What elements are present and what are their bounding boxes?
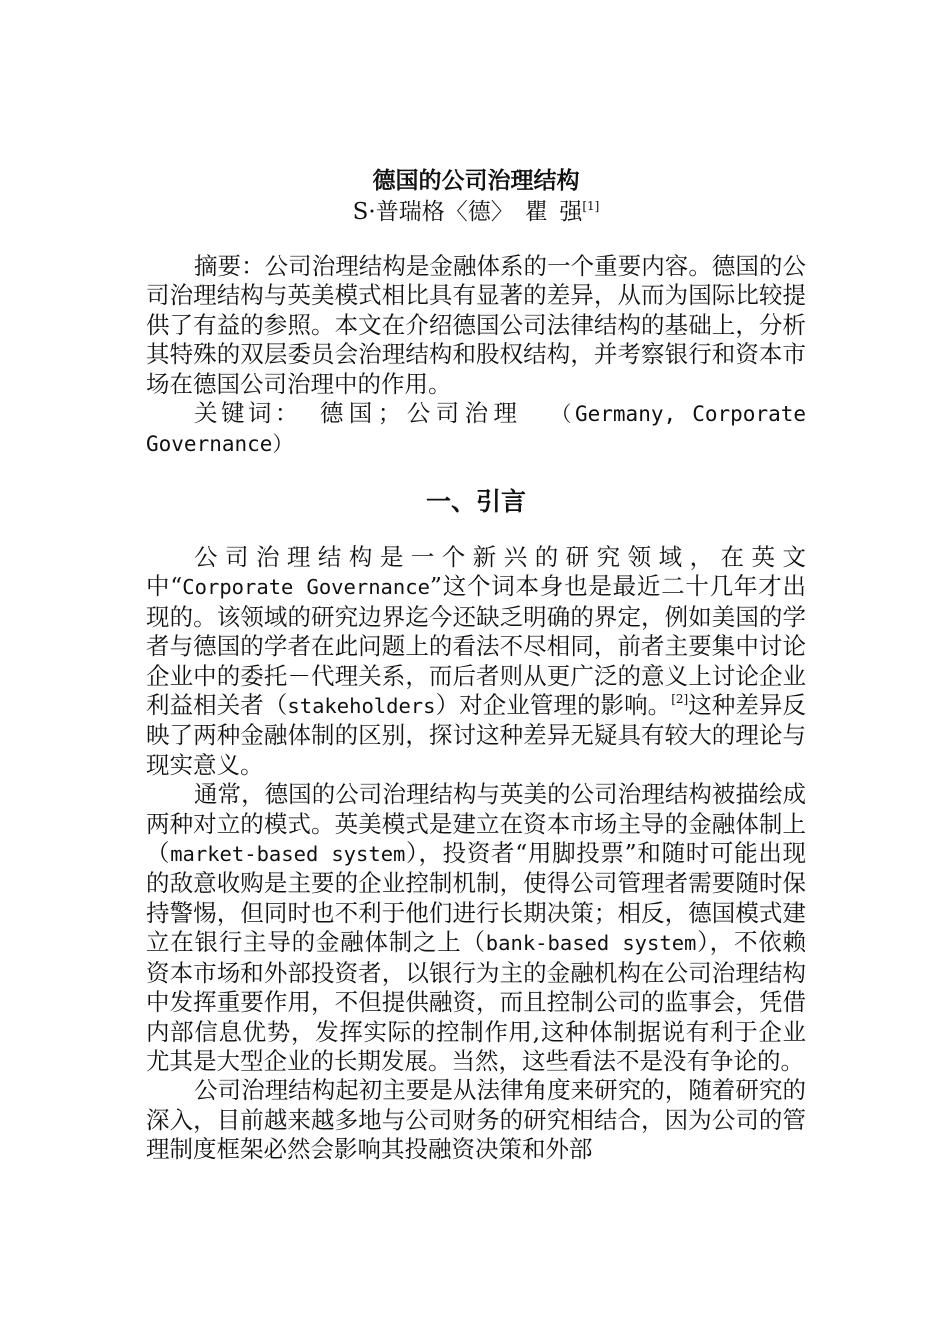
section-heading: 一、引言 (425, 487, 526, 516)
keywords-english: （Germany, Corporate Governance） (146, 402, 807, 457)
p1-english-term-2: stakeholders (287, 694, 436, 719)
p1-text-a: 公司治理结构是一个新兴的研究领域，在英文中“ (146, 543, 806, 601)
p1-english-term-1: Corporate Governance (182, 575, 430, 600)
paper-title: 德国的公司治理结构 (372, 167, 580, 194)
p2-text-b: ），投资者“用脚投票”和随时可能出现的敌意收购是主要的企业控制机制，使得公司管理者需要随时保持警惕，但同时也不利于他们进行长期决策；相反，德国模式建立在银行主导的金融体制之上（ (146, 839, 806, 957)
paragraph-2 (146, 780, 806, 1076)
p2-english-term-2: bank-based system (485, 931, 697, 956)
p1-footnote-ref: [2] (671, 692, 689, 707)
keywords-value: 德国；公司治理 (319, 399, 523, 428)
author-names: S·普瑞格〈德〉 瞿 强 (352, 199, 583, 225)
p1-text-b: ”这个词本身也是最近二十几年才出现的。该领域的研究边界迄今还缺乏明确的界定，例如美国的学者与德国的学者在此问题上的看法不尽相同，前者主要集中讨论企业中的委托－代理关系，而后者则从更广泛的意义上讨论企业利益相关者（ (146, 572, 807, 720)
body-text (146, 543, 806, 1165)
author-footnote-ref: [1] (582, 199, 600, 213)
p2-text-c: ），不依赖资本市场和外部投资者，以银行为主的金融机构在公司治理结构中发挥重要作用，不但提供融资，而且控制公司的监事会，凭借内部信息优势，发挥实际的控制作用,这种体制据说有利于企业尤其是大型企业的长期发展。当然，这些看法不是没有争论的。 (146, 928, 806, 1075)
paragraph-3: 公司治理结构起初主要是从法律角度来研究的，随着研究的深入，目前越来越多地与公司财务的研究相结合，因为公司的管理制度框架必然会影响其投融资决策和外部 (146, 1076, 806, 1164)
author-line (146, 197, 806, 227)
abstract-block (146, 252, 806, 460)
keywords-line (146, 399, 806, 460)
p2-english-term-1: market-based system (170, 842, 406, 867)
abstract-text: 摘要：公司治理结构是金融体系的一个重要内容。德国的公司治理结构与英美模式相比具有显著的差异，从而为国际比较提供了有益的参照。本文在介绍德国公司法律结构的基础上，分析其特殊的双层委员会治理结构和股权结构，并考察银行和资本市场在德国公司治理中的作用。 (146, 252, 806, 398)
paragraph-1 (146, 543, 806, 780)
keywords-label: 关键词： (194, 399, 302, 428)
p1-text-c: ）对企业管理的影响。 (435, 691, 672, 720)
p2-text-a: 通常，德国的公司治理结构与英美的公司治理结构被描绘成两种对立的模式。英美模式是建立在资本市场主导的金融体制上（ (146, 780, 806, 868)
p1-text-d: 这种差异反映了两种金融体制的区别，探讨这种差异无疑具有较大的理论与现实意义。 (146, 691, 807, 779)
